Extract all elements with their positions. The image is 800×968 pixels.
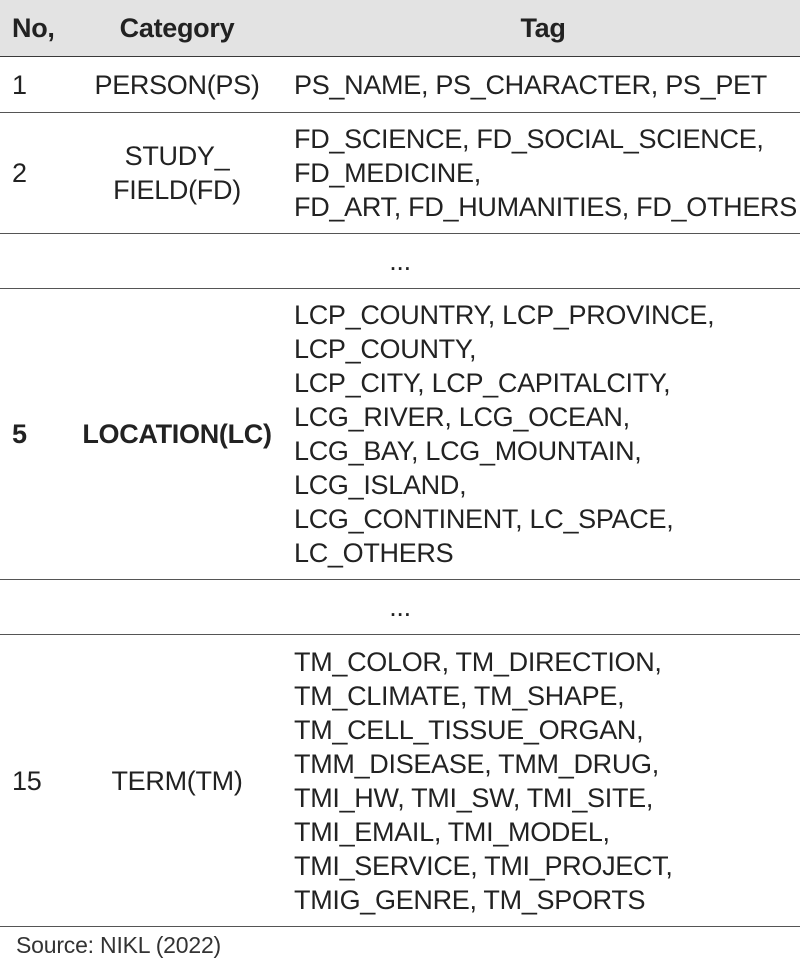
- row-number: 1: [0, 57, 68, 113]
- table-row-study-field: [0, 113, 800, 234]
- tag-line: TMIG_GENRE, TM_SPORTS: [294, 884, 646, 915]
- row-category: [68, 113, 286, 234]
- tag-line: TMI_SERVICE, TMI_PROJECT,: [294, 850, 673, 881]
- table-row-location: [0, 289, 800, 580]
- header-category: Category: [68, 0, 286, 57]
- source-note: Source: NIKL (2022): [16, 932, 222, 958]
- tag-line: TMI_HW, TMI_SW, TMI_SITE,: [294, 782, 654, 813]
- row-tags: [286, 635, 800, 927]
- row-category: [68, 635, 286, 927]
- category-line: PERSON(PS): [94, 69, 260, 100]
- table-body: [0, 57, 800, 927]
- table-row-term: [0, 635, 800, 927]
- row-category: [68, 289, 286, 580]
- row-tags: [286, 289, 800, 580]
- category-line: TERM(TM): [111, 765, 243, 796]
- category-line: LOCATION(LC): [82, 419, 272, 449]
- tag-line: LCP_COUNTRY, LCP_PROVINCE,: [294, 300, 715, 330]
- tag-line: LCP_COUNTY,: [294, 334, 477, 364]
- row-number: 15: [0, 635, 68, 927]
- table-header: [0, 0, 800, 57]
- row-number: 5: [0, 289, 68, 580]
- row-category: [68, 57, 286, 113]
- tag-line: LCP_CITY, LCP_CAPITALCITY,: [294, 368, 671, 398]
- table-row-ellipsis: [0, 234, 800, 289]
- category-line: FIELD(FD): [113, 175, 241, 205]
- tag-line: PS_NAME, PS_CHARACTER, PS_PET: [294, 69, 767, 100]
- header-tag: Tag: [286, 0, 800, 57]
- row-tags: [286, 57, 800, 113]
- row-number: 2: [0, 113, 68, 234]
- tag-line: TM_CLIMATE, TM_SHAPE,: [294, 680, 625, 711]
- ellipsis-cell: ...: [0, 580, 800, 635]
- tag-line: LCG_CONTINENT, LC_SPACE,: [294, 504, 674, 534]
- ellipsis-cell: ...: [0, 234, 800, 289]
- row-tags: [286, 113, 800, 234]
- tag-line: TMM_DISEASE, TMM_DRUG,: [294, 748, 659, 779]
- tag-line: TM_CELL_TISSUE_ORGAN,: [294, 714, 644, 745]
- table-row-ellipsis: [0, 580, 800, 635]
- header-no: No,: [0, 0, 68, 57]
- tag-line: FD_MEDICINE,: [294, 158, 481, 188]
- table-row-person: [0, 57, 800, 113]
- tag-line: FD_SCIENCE, FD_SOCIAL_SCIENCE,: [294, 124, 764, 154]
- tag-line: TM_COLOR, TM_DIRECTION,: [294, 646, 662, 677]
- tag-line: FD_ART, FD_HUMANITIES, FD_OTHERS: [294, 192, 797, 222]
- header-row: [0, 0, 800, 57]
- tag-line: LCG_RIVER, LCG_OCEAN,: [294, 402, 630, 432]
- tag-line: LC_OTHERS: [294, 538, 454, 568]
- tag-line: LCG_ISLAND,: [294, 470, 467, 500]
- tag-line: TMI_EMAIL, TMI_MODEL,: [294, 816, 610, 847]
- tag-line: LCG_BAY, LCG_MOUNTAIN,: [294, 436, 642, 466]
- category-line: STUDY_: [124, 141, 230, 171]
